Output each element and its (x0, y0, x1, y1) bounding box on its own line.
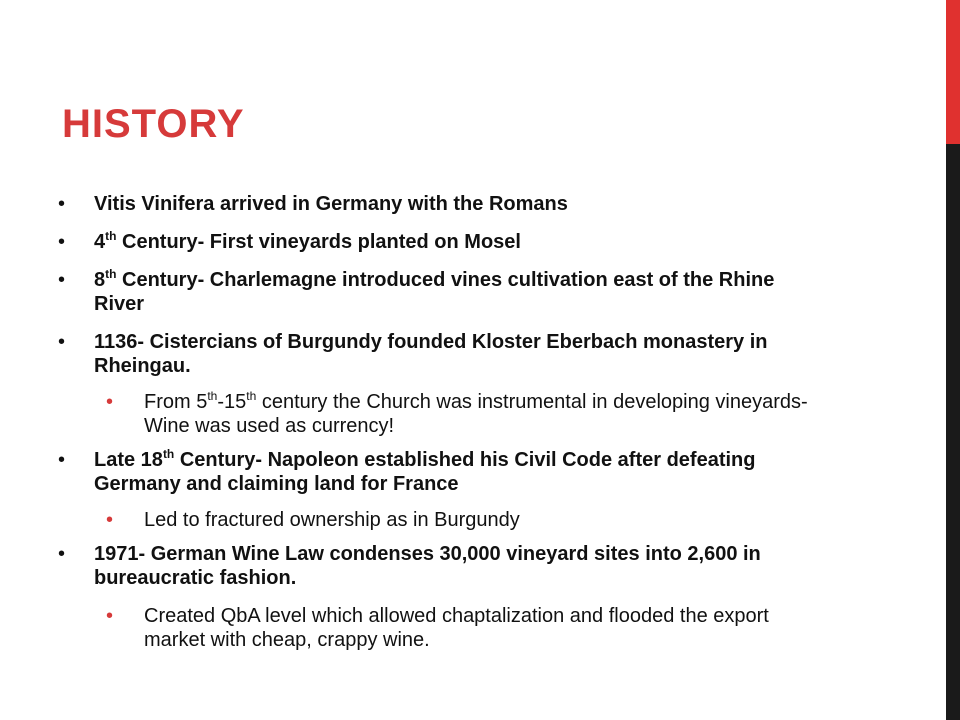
sub-bullet-item-qba (58, 604, 818, 652)
bullet-text: 4th Century- First vineyards planted on Mosel (94, 229, 521, 253)
bullet-text: 1136- Cistercians of Burgundy founded Kloster Eberbach monastery in Rheingau. (94, 331, 768, 377)
bullet-item-1136 (58, 330, 818, 378)
bullet-text: Vitis Vinifera arrived in Germany with the Romans (94, 193, 568, 215)
bullet-text: 1971- German Wine Law condenses 30,000 vineyard sites into 2,600 in bureaucratic fashion. (94, 543, 761, 589)
bullet-text: 8th Century- Charlemagne introduced vines cultivation east of the Rhine River (94, 267, 775, 315)
bullet-item-4th-century (58, 230, 818, 254)
sub-bullet-icon: • (106, 391, 114, 413)
bullet-item-late-18th-century (58, 448, 818, 496)
sub-bullet-item-fractured-ownership (58, 508, 818, 532)
sub-bullet-text: From 5th-15th century the Church was instrumental in developing vineyards- Wine was used as currency! (144, 389, 808, 437)
sub-bullet-icon: • (106, 509, 114, 531)
sub-bullet-item-church (58, 390, 818, 438)
bullet-item-1971 (58, 542, 818, 590)
bullet-icon: • (58, 231, 66, 253)
bullet-item-romans (58, 192, 818, 216)
bullet-list (58, 186, 818, 652)
accent-bar-top (946, 0, 960, 144)
bullet-icon: • (58, 269, 66, 291)
accent-bar-bottom (946, 144, 960, 720)
sub-bullet-icon: • (106, 605, 114, 627)
bullet-icon: • (58, 331, 66, 353)
sub-bullet-text: Created QbA level which allowed chaptalization and flooded the export market with cheap, crappy wine. (144, 605, 769, 651)
bullet-icon: • (58, 449, 66, 471)
bullet-icon: • (58, 193, 66, 215)
bullet-icon: • (58, 543, 66, 565)
bullet-text: Late 18th Century- Napoleon established his Civil Code after defeating Germany and claiming land for France (94, 447, 756, 495)
slide-title: HISTORY (62, 102, 245, 146)
bullet-item-8th-century (58, 268, 818, 316)
sub-bullet-text: Led to fractured ownership as in Burgundy (144, 509, 520, 531)
